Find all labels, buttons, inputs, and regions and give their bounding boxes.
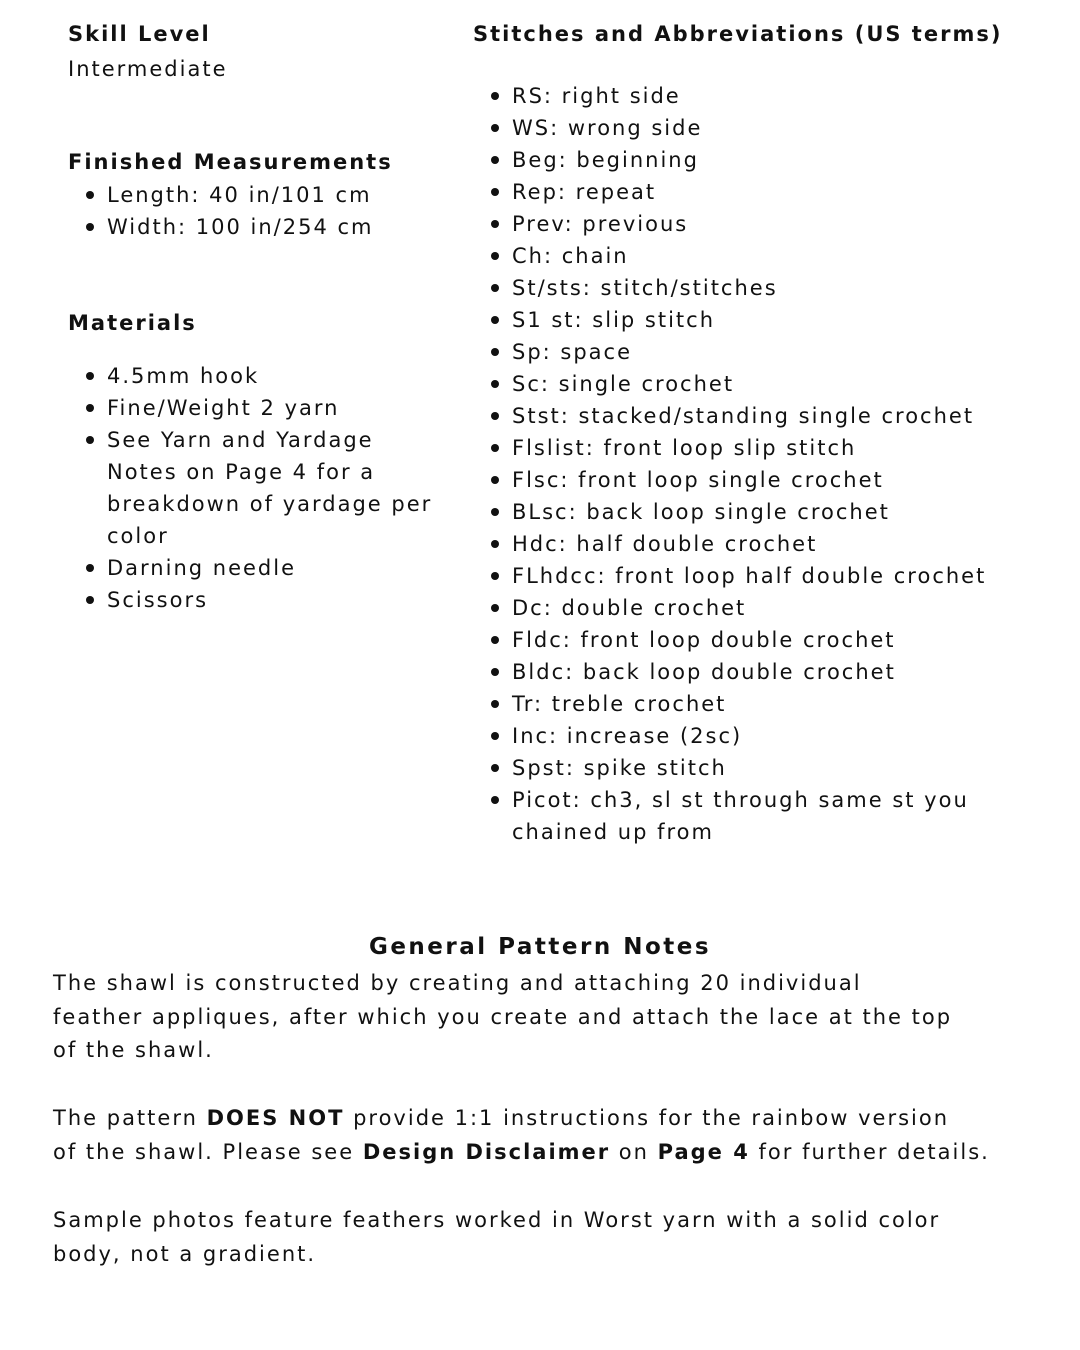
notes-line: feather appliques, after which you create and attach the lace at the top (53, 1004, 953, 1029)
stitch-item: Spst: spike stitch (473, 752, 1053, 784)
stitches-list (473, 80, 1053, 848)
measurement-item: Width: 100 in/254 cm (68, 211, 458, 243)
notes-text: for further details. (749, 1139, 990, 1164)
notes-text: The pattern (53, 1106, 207, 1130)
materials-list (68, 360, 448, 616)
stitch-item: Stst: stacked/standing single crochet (473, 400, 1053, 432)
material-item: 4.5mm hook (68, 360, 448, 392)
stitch-item: Flsc: front loop single crochet (473, 464, 1053, 496)
stitch-item: Fldc: front loop double crochet (473, 624, 1053, 656)
stitch-item: Beg: beginning (473, 144, 1053, 176)
stitch-item: Flslist: front loop slip stitch (473, 432, 1053, 464)
notes-line (53, 1136, 1043, 1170)
notes-line: The shawl is constructed by creating and attaching 20 individual (53, 971, 862, 995)
notes-line (53, 1102, 1043, 1136)
stitch-item: Dc: double crochet (473, 592, 1053, 624)
stitch-item: S1 st: slip stitch (473, 304, 1053, 336)
stitches-heading: Stitches and Abbreviations (US terms) (473, 22, 1003, 46)
notes-paragraph (53, 967, 1043, 1068)
stitch-item: Bldc: back loop double crochet (473, 656, 1053, 688)
materials-heading: Materials (68, 311, 197, 335)
stitch-item-line: Picot: ch3, sl st through same st you (512, 788, 969, 812)
stitch-item: WS: wrong side (473, 112, 1053, 144)
stitch-item: RS: right side (473, 80, 1053, 112)
stitch-item: St/sts: stitch/stitches (473, 272, 1053, 304)
stitch-item: Tr: treble crochet (473, 688, 1053, 720)
notes-text: provide 1:1 instructions for the rainbow version (344, 1106, 950, 1130)
general-notes-title: General Pattern Notes (368, 934, 712, 960)
skill-level-value: Intermediate (68, 57, 228, 81)
material-item: See Yarn and Yardage Notes on Page 4 for a breakdown of yardage per color (68, 424, 448, 552)
stitch-item: BLsc: back loop single crochet (473, 496, 1053, 528)
skill-level-heading: Skill Level (68, 22, 211, 46)
notes-paragraph (53, 1204, 1043, 1271)
notes-line: of the shawl. (53, 1038, 214, 1062)
stitch-item: FLhdcc: front loop half double crochet (473, 560, 1053, 592)
stitch-item-line: chained up from (512, 820, 714, 844)
notes-line: body, not a gradient. (53, 1241, 317, 1266)
stitch-item: Prev: previous (473, 208, 1053, 240)
measurement-item: Length: 40 in/101 cm (68, 179, 458, 211)
material-item: Fine/Weight 2 yarn (68, 392, 448, 424)
stitch-item: Sp: space (473, 336, 1053, 368)
does-not-emphasis: DOES NOT (206, 1106, 345, 1130)
notes-text: on (610, 1139, 658, 1164)
notes-line: Sample photos feature feathers worked in Worst yarn with a solid color (53, 1208, 941, 1232)
page-reference: Page 4 (657, 1139, 750, 1164)
design-disclaimer-reference: Design Disclaimer (362, 1139, 611, 1164)
stitch-item: Inc: increase (2sc) (473, 720, 1053, 752)
stitch-item: Hdc: half double crochet (473, 528, 1053, 560)
stitch-item (473, 784, 1053, 848)
notes-paragraph-disclaimer (53, 1102, 1043, 1169)
stitch-item: Rep: repeat (473, 176, 1053, 208)
stitch-item: Sc: single crochet (473, 368, 1053, 400)
notes-text: of the shawl. Please see (53, 1139, 363, 1164)
material-item: Scissors (68, 584, 448, 616)
stitch-item: Ch: chain (473, 240, 1053, 272)
finished-measurements-heading: Finished Measurements (68, 150, 393, 174)
material-item: Darning needle (68, 552, 448, 584)
finished-measurements-list (68, 179, 458, 243)
